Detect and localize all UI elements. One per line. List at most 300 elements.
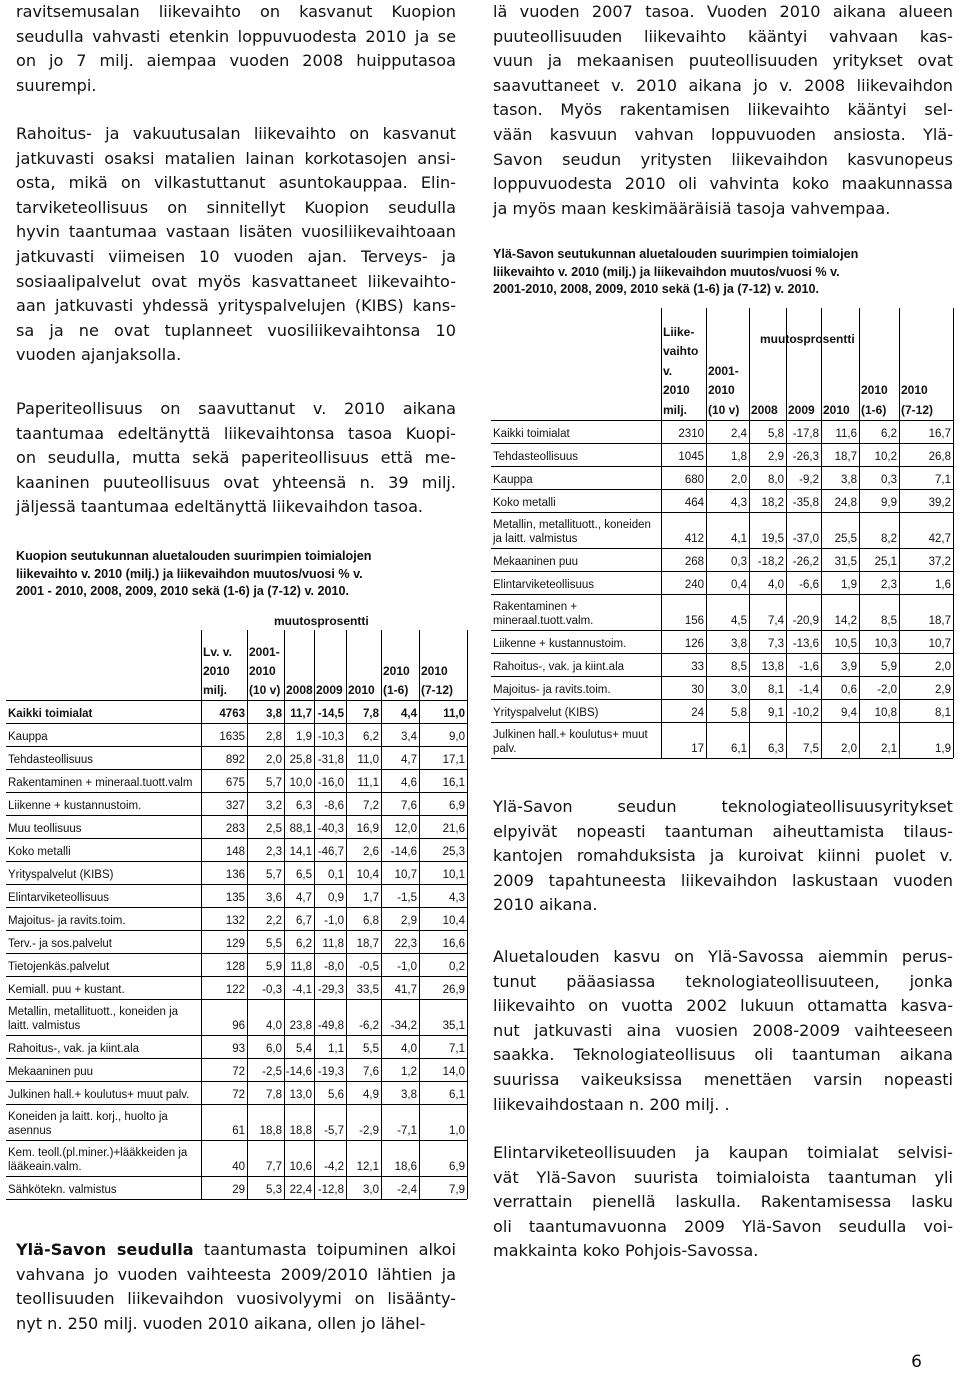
row-value: 12,1 — [356, 1161, 379, 1173]
row-value: 1,7 — [363, 892, 379, 904]
table-vertical-rule — [706, 308, 707, 758]
column-header: 2010 — [203, 664, 230, 678]
row-value: 88,1 — [289, 823, 312, 835]
column-header: 2010 — [249, 664, 276, 678]
table-row — [6, 792, 467, 816]
column-header: 2010 — [421, 664, 448, 678]
row-label — [8, 868, 113, 882]
row-value: 96 — [232, 1020, 245, 1032]
paragraph-line: sa ja ne ovat tuplanneet vuosiliikevaihtonsa 10 — [16, 320, 456, 340]
row-value: 72 — [232, 1066, 245, 1078]
table-row — [6, 953, 467, 977]
row-label — [493, 496, 556, 510]
row-value: 283 — [225, 823, 245, 835]
paragraph-line: seudulla vahvasti etenkin loppuvuodesta 2010 ja se — [16, 26, 456, 46]
paragraph-line: liikevaihto on vuotta 2002 lukuun ottamatta kasva- — [493, 996, 953, 1016]
column-header: milj. — [663, 402, 688, 417]
row-value: 14,0 — [442, 1066, 465, 1078]
table-vertical-rule — [821, 308, 822, 758]
row-value: 4,0 — [768, 579, 784, 591]
row-label — [8, 960, 109, 974]
row-label-line: Kem. teoll.(pl.miner.)+lääkkeiden ja — [8, 1147, 188, 1159]
body-paragraph — [493, 1141, 953, 1264]
row-value: 37,2 — [928, 556, 951, 568]
table-header-rule — [6, 610, 467, 701]
row-label-line: Tehdasteollisuus — [493, 451, 579, 463]
row-value: 4,0 — [266, 1020, 282, 1032]
paragraph-line: Paperiteollisuus on saavuttanut v. 2010 aikana — [16, 399, 456, 418]
row-value: 1635 — [219, 731, 245, 743]
paragraph-line: 2009 tapahtuneesta liikevaihdon laskustaan vuoden — [493, 870, 953, 890]
row-value: 9,4 — [841, 707, 857, 719]
left-table — [6, 610, 467, 1199]
row-label — [8, 983, 125, 997]
row-label — [8, 730, 48, 744]
row-label-line: Koko metalli — [493, 497, 556, 509]
row-value: -20,9 — [792, 615, 819, 627]
table-row — [491, 571, 953, 595]
row-label-line: Mekaaninen puu — [493, 556, 579, 568]
column-header: 2001- — [249, 645, 280, 659]
row-value: -31,8 — [317, 754, 344, 766]
row-value: 5,8 — [768, 428, 784, 440]
column-header: 2010 — [823, 402, 850, 417]
column-header: 2008 — [286, 683, 313, 697]
column-header: 2009 — [788, 402, 815, 417]
row-value: 675 — [225, 777, 245, 789]
row-label-line: Mekaaninen puu — [8, 1066, 94, 1078]
row-value: 33 — [691, 661, 704, 673]
row-value: 1,8 — [731, 451, 747, 463]
row-label-line: laitt. valmistus — [8, 1020, 81, 1032]
row-label-line: lääkeain.valm. — [8, 1161, 82, 1173]
row-value: -19,3 — [317, 1066, 344, 1078]
row-value: 4763 — [219, 708, 245, 720]
page-number: 6 — [911, 1352, 922, 1372]
row-label — [493, 600, 593, 628]
row-value: 10,0 — [289, 777, 312, 789]
row-value: 2310 — [678, 428, 704, 440]
row-value: 412 — [684, 533, 704, 545]
row-label — [8, 845, 71, 859]
row-value: 4,0 — [401, 1043, 417, 1055]
row-value: 33,5 — [356, 984, 379, 996]
paragraph-line: Ylä-Savon seudun teknologiateollisuusyritykset — [493, 797, 953, 816]
column-header: Lv. v. — [203, 645, 232, 659]
row-label-line: Tehdasteollisuus — [8, 754, 94, 766]
row-value: 24,8 — [834, 497, 857, 509]
row-label-line: Elintarviketeollisuus — [8, 892, 109, 904]
row-value: -2,0 — [877, 684, 897, 696]
row-value: 6,7 — [296, 915, 312, 927]
column-header: 2010 — [901, 383, 928, 397]
row-value: 22,4 — [289, 1184, 312, 1196]
row-label — [493, 450, 578, 464]
column-header: (10 v) — [249, 683, 281, 697]
row-label-line: Julkinen hall.+ koulutus+ muut — [493, 729, 648, 741]
table-vertical-rule — [786, 308, 787, 758]
table-row — [6, 1081, 467, 1105]
row-value: -0,5 — [359, 961, 379, 973]
table-row — [491, 489, 953, 513]
body-paragraph — [493, 0, 953, 221]
table-row — [491, 594, 953, 631]
row-value: 25,3 — [442, 846, 465, 858]
row-value: 4,9 — [363, 1089, 379, 1101]
table-row — [491, 420, 953, 444]
paragraph-line: ja myös maan keskimääräisiä tasoja vahvempaa. — [493, 198, 891, 218]
table-row — [6, 1035, 467, 1059]
row-value: 4,4 — [401, 708, 417, 720]
paragraph-line: nyt n. 250 milj. vuoden 2010 aikana, ollen jo lähel- — [16, 1313, 426, 1333]
table-row — [6, 907, 467, 931]
row-value: 11,0 — [357, 754, 379, 766]
row-value: 16,9 — [356, 823, 379, 835]
row-value: 3,4 — [401, 731, 417, 743]
table-row — [491, 443, 953, 467]
row-value: 18,7 — [834, 451, 857, 463]
row-label — [8, 1088, 189, 1102]
row-value: 93 — [232, 1043, 245, 1055]
row-value: 2,5 — [266, 823, 282, 835]
row-value: 6,2 — [363, 731, 379, 743]
table-row — [6, 769, 467, 793]
row-value: -10,2 — [792, 707, 819, 719]
row-value: -49,8 — [317, 1020, 344, 1032]
row-label-line: Yrityspalvelut (KIBS) — [8, 869, 114, 881]
row-value: 16,6 — [442, 938, 465, 950]
row-label — [8, 799, 141, 813]
row-label-line: Kaikki toimialat — [8, 708, 93, 720]
row-value: 5,6 — [328, 1089, 344, 1101]
row-value: 4,3 — [731, 497, 747, 509]
caption-line: Ylä-Savon seutukunnan aluetalouden suurimpien toimialojen — [493, 247, 859, 261]
paragraph-line: vään kasvuun vahvan loppuvuoden ansiosta. Ylä- — [493, 124, 953, 144]
row-value: 126 — [684, 638, 704, 650]
row-value: 7,6 — [363, 1066, 379, 1078]
row-value: 1,9 — [935, 743, 951, 755]
row-value: 1045 — [678, 451, 704, 463]
row-value: -14,5 — [317, 708, 344, 720]
row-value: 2,2 — [266, 915, 282, 927]
row-label-line: Koneiden ja laitt. korj., huolto ja — [8, 1111, 168, 1123]
table-row — [491, 630, 953, 654]
row-value: 7,5 — [803, 743, 819, 755]
row-value: 40 — [232, 1161, 245, 1173]
row-value: 156 — [684, 615, 704, 627]
column-header: (7-12) — [901, 402, 934, 417]
row-value: 0,6 — [841, 684, 857, 696]
row-label-line: Metallin, metallituott., koneiden ja — [8, 1006, 179, 1018]
paragraph-line: aan jatkuvasti yhdessä yrityspalvelujen (KIBS) kans- — [16, 296, 456, 316]
row-value: -26,2 — [792, 556, 819, 568]
row-value: 2,0 — [731, 474, 747, 486]
body-paragraph — [16, 122, 456, 368]
column-header: 2010 — [708, 383, 735, 397]
row-value: 6,3 — [768, 743, 784, 755]
row-label-line: Tietojenkäs.palvelut — [8, 961, 110, 973]
row-value: 2,9 — [768, 451, 784, 463]
row-value: 11,7 — [290, 708, 312, 720]
row-value: 5,3 — [266, 1184, 282, 1196]
row-value: -40,3 — [317, 823, 344, 835]
row-label — [8, 776, 192, 790]
table-row — [6, 723, 467, 747]
row-value: 30 — [691, 684, 704, 696]
row-label — [8, 1110, 168, 1138]
row-value: 22,3 — [394, 938, 417, 950]
table-row — [6, 1058, 467, 1082]
row-value: -26,3 — [792, 451, 819, 463]
row-value: 6,5 — [296, 869, 312, 881]
row-label-line: Julkinen hall.+ koulutus+ muut palv. — [8, 1089, 190, 1101]
row-label — [8, 1005, 178, 1033]
row-value: 3,0 — [363, 1184, 379, 1196]
row-label — [493, 518, 651, 546]
paragraph-line: Elintarviketeollisuuden ja kaupan toimialat selvisi- — [493, 1143, 953, 1162]
paragraph-line: jatkuvasti viimeisen 10 vuoden ajan. Terveys- ja — [16, 246, 456, 266]
row-value: 11,0 — [443, 708, 465, 720]
row-value: 4,1 — [731, 533, 747, 545]
row-value: -17,8 — [792, 428, 819, 440]
row-value: -4,1 — [292, 984, 312, 996]
row-value: -6,6 — [799, 579, 819, 591]
row-value: 7,2 — [363, 800, 379, 812]
row-value: 5,4 — [296, 1043, 312, 1055]
row-value: -8,0 — [324, 961, 344, 973]
table-row — [491, 653, 953, 677]
row-value: 0,3 — [731, 556, 747, 568]
row-value: 2,0 — [266, 754, 282, 766]
row-value: 3,8 — [841, 474, 857, 486]
row-value: 5,9 — [881, 661, 897, 673]
row-label — [8, 1183, 117, 1197]
table-row — [6, 999, 467, 1036]
column-header: 2008 — [751, 402, 778, 417]
paragraph-line: on jo 7 milj. aiempaa vuoden 2008 huipputasoa — [16, 51, 456, 71]
body-paragraph — [493, 795, 953, 918]
row-value: 3,8 — [731, 638, 747, 650]
row-value: 0,1 — [328, 869, 344, 881]
paragraph-line: tason. Myös rakentamisen liikevaihto kääntyi sel- — [493, 100, 953, 120]
row-value: 240 — [684, 579, 704, 591]
paragraph-line: suurempi. — [16, 75, 97, 95]
row-label-line: Rakentaminen + — [493, 601, 578, 613]
row-value: 9,0 — [449, 731, 465, 743]
row-value: -7,1 — [397, 1125, 417, 1137]
row-value: 8,1 — [935, 707, 951, 719]
row-value: 25,8 — [289, 754, 312, 766]
row-value: -16,0 — [317, 777, 344, 789]
paragraph-line: vuun ja mekaanisen puuteollisuuden yritykset ovat — [493, 51, 953, 71]
row-value: 13,0 — [289, 1089, 312, 1101]
body-paragraph — [16, 397, 456, 520]
table-row — [491, 722, 953, 759]
row-label — [8, 753, 93, 767]
row-value: 5,9 — [266, 961, 282, 973]
row-value: 0,4 — [731, 579, 747, 591]
paragraph-line: saakka. Teknologiateollisuus oli taantuman aikana — [493, 1045, 953, 1065]
row-value: 18,8 — [259, 1125, 282, 1137]
row-value: 6,2 — [296, 938, 312, 950]
row-value: 9,1 — [768, 707, 784, 719]
table-row — [491, 699, 953, 723]
table-row — [6, 700, 467, 724]
row-value: 6,9 — [449, 1161, 465, 1173]
row-value: 17 — [691, 743, 704, 755]
column-header: 2010 — [663, 383, 690, 397]
paragraph-line: taantumaa edeltänyttä liikevaihtonsa tasoa Kuopi- — [16, 423, 456, 443]
row-value: 892 — [225, 754, 245, 766]
row-value: 2,8 — [266, 731, 282, 743]
row-label-line: Elintarviketeollisuus — [493, 579, 594, 591]
paragraph-line: oli taantumavuonna 2009 Ylä-Savon seudulla voi- — [493, 1216, 953, 1236]
paragraph-line: vät Ylä-Savon suurista toimialoista taantuman yli — [493, 1167, 953, 1187]
column-header: (1-6) — [861, 402, 887, 417]
row-value: 2,9 — [401, 915, 417, 927]
row-value: 2,1 — [881, 743, 897, 755]
row-label — [8, 707, 92, 721]
row-label — [8, 914, 126, 928]
row-value: 122 — [225, 984, 245, 996]
row-value: -2,5 — [262, 1066, 282, 1078]
row-value: -5,7 — [324, 1125, 344, 1137]
row-value: 3,8 — [266, 708, 282, 720]
row-label-line: Muu teollisuus — [8, 823, 82, 835]
row-label-line: Metallin, metallituott., koneiden — [493, 519, 651, 531]
row-value: 10,6 — [289, 1161, 312, 1173]
row-label — [8, 1065, 93, 1079]
row-value: 128 — [225, 961, 245, 973]
row-value: 16,1 — [442, 777, 465, 789]
row-value: -1,5 — [397, 892, 417, 904]
table-row — [491, 512, 953, 549]
row-value: 24 — [691, 707, 704, 719]
row-value: 8,5 — [881, 615, 897, 627]
table-row — [6, 815, 467, 839]
row-value: 129 — [225, 938, 245, 950]
row-label-line: Rahoitus-, vak. ja kiint.ala — [8, 1043, 140, 1055]
row-value: 18,6 — [394, 1161, 417, 1173]
table-group-header: muutosprosentti — [760, 332, 855, 346]
row-label-line: ja laitt. valmistus — [493, 533, 578, 545]
row-value: 6,8 — [363, 915, 379, 927]
row-value: 8,2 — [881, 533, 897, 545]
row-value: 11,1 — [357, 777, 379, 789]
paragraph-line: tarviketeollisuus on sinnitellyt Kuopion seudulla — [16, 197, 456, 217]
table-vertical-rule — [749, 308, 750, 758]
paragraph-line: jäljessä taantumaa edeltänyttä liikevaihdon tasoa. — [16, 497, 424, 517]
row-label — [493, 578, 594, 592]
row-value: 6,1 — [731, 743, 747, 755]
row-value: 5,8 — [731, 707, 747, 719]
row-value: 7,3 — [768, 638, 784, 650]
row-value: 18,2 — [761, 497, 784, 509]
row-value: 148 — [225, 846, 245, 858]
caption-line: 2001 - 2010, 2008, 2009, 2010 sekä (1-6) ja (7-12) v. 2010. — [16, 584, 350, 598]
column-header: v. — [663, 363, 673, 378]
row-value: 42,7 — [928, 533, 951, 545]
row-value: 10,4 — [442, 915, 465, 927]
row-label-line: Majoitus- ja ravits.toim. — [8, 915, 126, 927]
row-value: 61 — [232, 1125, 245, 1137]
row-value: 1,2 — [401, 1066, 417, 1078]
table-row — [491, 548, 953, 572]
table-vertical-rule — [247, 630, 248, 1199]
table-vertical-rule — [314, 630, 315, 1199]
paragraph-line: teollisuuden liikevaihdon vuosivolyymi on lisäänty- — [16, 1289, 456, 1309]
row-value: 0,9 — [328, 892, 344, 904]
caption-line: Kuopion seutukunnan aluetalouden suurimpien toimialojen — [16, 549, 372, 563]
row-value: 464 — [684, 497, 704, 509]
row-value: 1,9 — [296, 731, 312, 743]
paragraph-line: Aluetalouden kasvu on Ylä-Savossa aiemmin perus- — [493, 947, 953, 966]
row-label-line: mineraal.tuott.valm. — [493, 615, 594, 627]
row-label — [493, 660, 624, 674]
row-value: 39,2 — [928, 497, 951, 509]
row-value: 0,2 — [449, 961, 465, 973]
row-value: 6,2 — [881, 428, 897, 440]
row-value: 10,2 — [874, 451, 897, 463]
row-value: 1,1 — [328, 1043, 344, 1055]
row-value: 5,7 — [266, 869, 282, 881]
row-value: -13,6 — [792, 638, 819, 650]
column-header: 2001- — [708, 363, 739, 378]
table-caption — [493, 246, 953, 299]
row-value: -1,4 — [799, 684, 819, 696]
row-value: 2,4 — [731, 428, 747, 440]
table-row — [6, 884, 467, 908]
paragraph-line: 2010 aikana. — [493, 895, 598, 915]
row-label-line: Sähkötekn. valmistus — [8, 1184, 117, 1196]
row-value: -2,4 — [397, 1184, 417, 1196]
table-vertical-rule — [346, 630, 347, 1199]
paragraph-line: verrattain pienellä laskulla. Rakentamisessa lasku — [493, 1192, 953, 1212]
row-value: -4,2 — [324, 1161, 344, 1173]
table-vertical-rule — [859, 308, 860, 758]
row-value: 2,6 — [363, 846, 379, 858]
row-value: 4,3 — [449, 892, 465, 904]
row-value: 11,6 — [835, 428, 857, 440]
row-value: 10,8 — [874, 707, 897, 719]
row-label — [8, 1146, 187, 1174]
row-label-line: Yrityspalvelut (KIBS) — [493, 707, 599, 719]
row-value: 10,5 — [834, 638, 857, 650]
row-value: -0,3 — [262, 984, 282, 996]
row-value: 16,7 — [928, 428, 951, 440]
row-value: 2,9 — [935, 684, 951, 696]
table-row — [6, 861, 467, 885]
row-value: 2,3 — [266, 846, 282, 858]
row-value: 19,5 — [761, 533, 784, 545]
paragraph-line: vuoden ajanjaksolla. — [16, 345, 182, 365]
row-value: 6,3 — [296, 800, 312, 812]
column-header: 2010 — [383, 664, 410, 678]
row-value: 6,9 — [449, 800, 465, 812]
row-label — [8, 891, 109, 905]
paragraph-line: osta, mikä on vilkastuttanut asuntokauppaa. Elin- — [16, 173, 456, 193]
table-vertical-rule — [201, 630, 202, 1199]
row-value: -6,2 — [359, 1020, 379, 1032]
column-header: (1-6) — [383, 683, 409, 697]
paragraph-line: tunut pääasiassa teknologiateollisuuteen, jonka — [493, 971, 953, 991]
column-header: milj. — [203, 683, 228, 697]
row-value: 12,0 — [394, 823, 417, 835]
paragraph-line: nut jatkuvasti aina vuosien 2008-2009 vaihteeseen — [493, 1020, 953, 1040]
body-paragraph — [16, 0, 456, 98]
row-label — [493, 555, 578, 569]
row-value: 25,1 — [874, 556, 897, 568]
